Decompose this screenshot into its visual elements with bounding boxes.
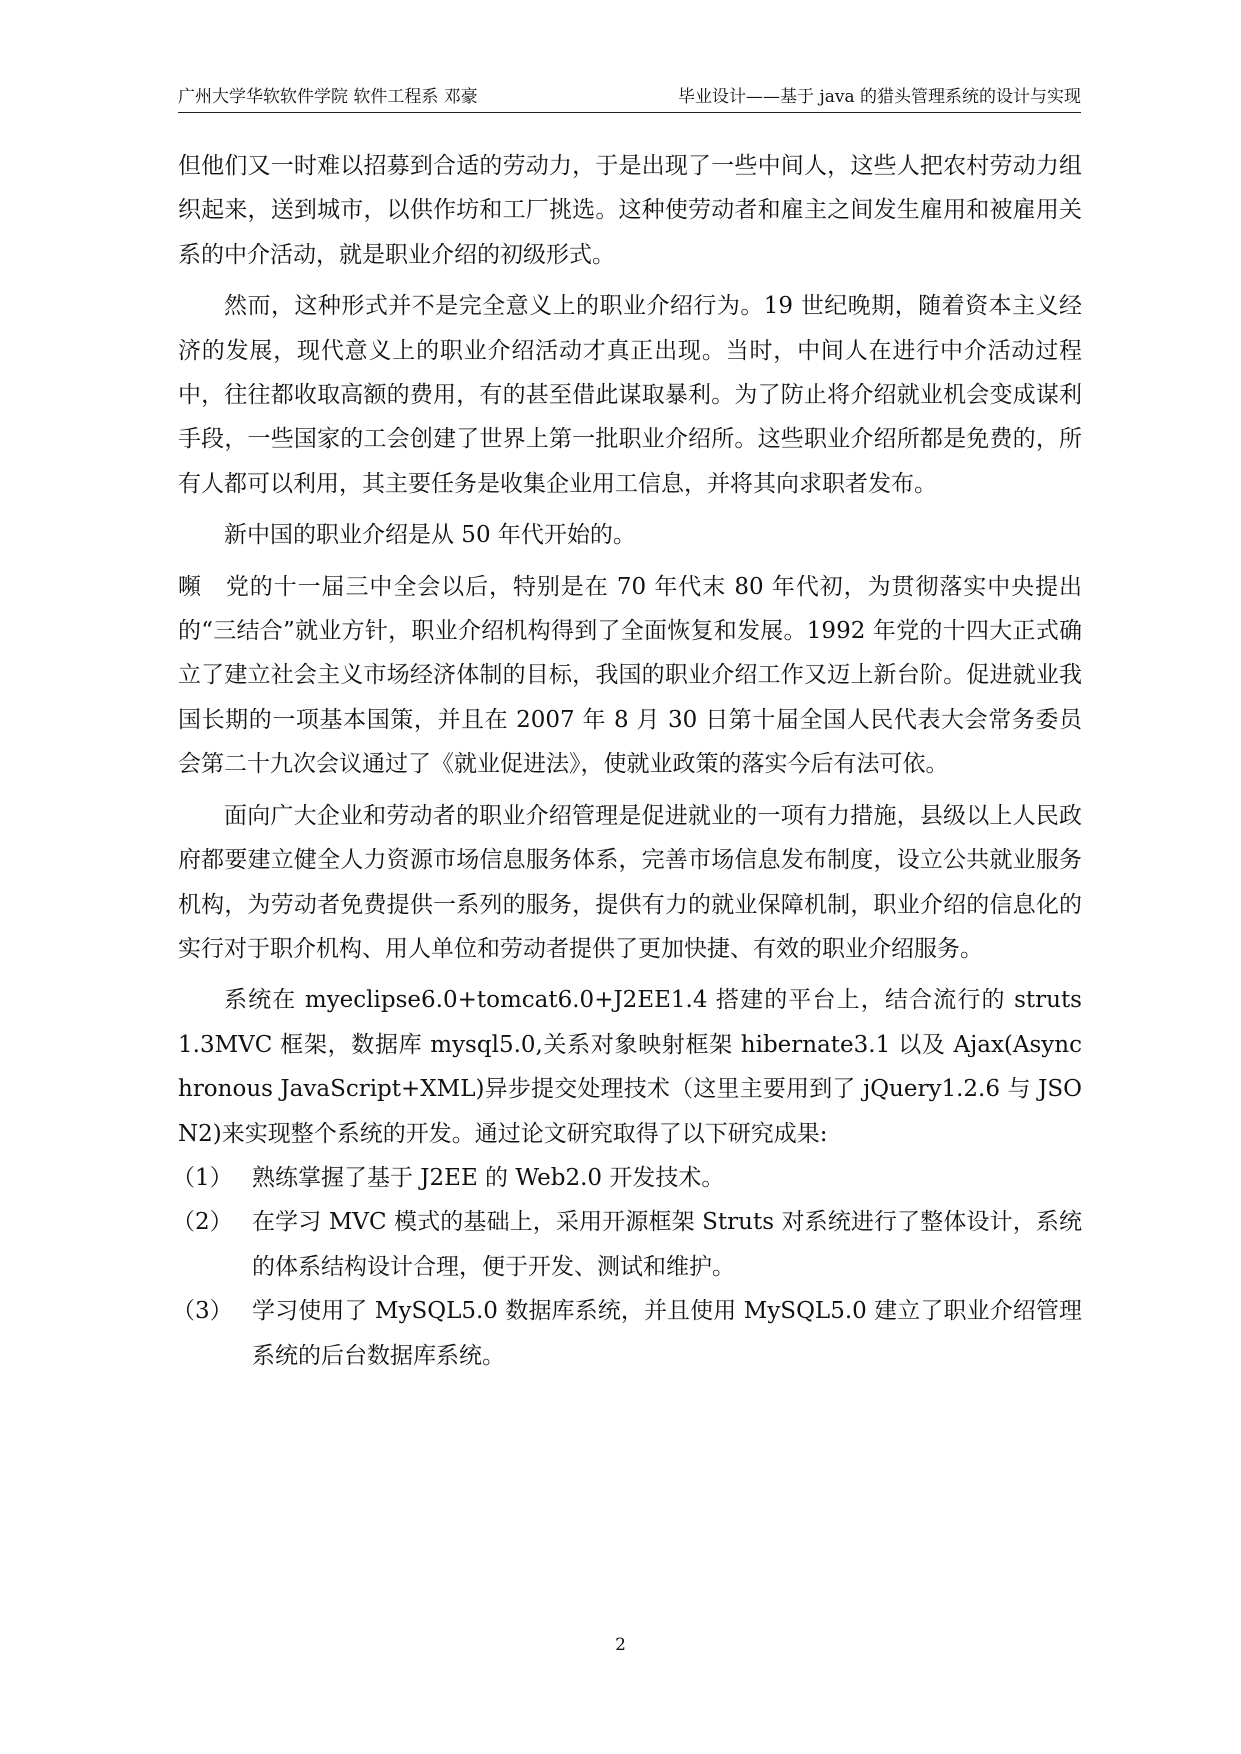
body-content xyxy=(172,144,1082,1378)
page-header xyxy=(178,86,1081,113)
paragraph-3: 新中国的职业介绍是从 50 年代开始的。 xyxy=(224,522,636,549)
list-item-3 xyxy=(172,1289,1082,1378)
header-left-text: 广州大学华软软件学院 软件工程系 邓豪 xyxy=(178,87,478,107)
list-item-1 xyxy=(172,1156,1082,1200)
list-marker-3: （3） xyxy=(172,1298,233,1325)
list-marker-1: （1） xyxy=(172,1164,233,1191)
list-text-1: 熟练掌握了基于 J2EE 的 Web2.0 开发技术。 xyxy=(252,1164,725,1191)
paragraph-1: 但他们又一时难以招募到合适的劳动力，于是出现了一些中间人，这些人把农村劳动力组织起来，送到城市，以供作坊和工厂挑选。这种使劳动者和雇主之间发生雇用和被雇用关系的中介活动，就是职业介绍的初级形式。 xyxy=(178,153,1082,268)
paragraph-6: 系统在 myeclipse6.0+tomcat6.0+J2EE1.4 搭建的平台上，结合流行的 struts1.3MVC 框架，数据库 mysql5.0,关系对象映射框架 hibernate3.1 以及 Ajax(Asynchronous JavaScript+XML)异步提交处理技术（这里主要用到了 jQuery1.2.6 与 JSON2)来实现整个系统的开发。通过论文研究取得了以下研究成果: xyxy=(178,987,1082,1147)
header-right-text: 毕业设计——基于 java 的猎头管理系统的设计与实现 xyxy=(678,87,1081,107)
paragraph-2: 然而，这种形式并不是完全意义上的职业介绍行为。19 世纪晚期，随着资本主义经济的发展，现代意义上的职业介绍活动才真正出现。当时，中间人在进行中介活动过程中，往往都收取高额的费用，有的甚至借此谋取暴利。为了防止将介绍就业机会变成谋利手段，一些国家的工会创建了世界上第一批职业介绍所。这些职业介绍所都是免费的，所有人都可以利用，其主要任务是收集企业用工信息，并将其向求职者发布。 xyxy=(178,293,1082,497)
list-item-2 xyxy=(172,1200,1082,1289)
paragraph-4: 嚬 党的十一届三中全会以后，特别是在 70 年代末 80 年代初，为贯彻落实中央提出的“三结合”就业方针，职业介绍机构得到了全面恢复和发展。1992 年党的十四大正式确立了建立社会主义市场经济体制的目标，我国的职业介绍工作又迈上新台阶。促进就业我国长期的一项基本国策，并且在 2007 年 8 月 30 日第十届全国人民代表大会常务委员会第二十九次会议通过了《就业促进法》，使就业政策的落实今后有法可依。 xyxy=(178,573,1082,778)
list-text-2: 在学习 MVC 模式的基础上，采用开源框架 Struts 对系统进行了整体设计，系统的体系结构设计合理，便于开发、测试和维护。 xyxy=(252,1209,1082,1280)
page-number: 2 xyxy=(615,1635,626,1655)
paragraph-5: 面向广大企业和劳动者的职业介绍管理是促进就业的一项有力措施，县级以上人民政府都要建立健全人力资源市场信息服务体系，完善市场信息发布制度，设立公共就业服务机构，为劳动者免费提供一系列的服务，提供有力的就业保障机制，职业介绍的信息化的实行对于职介机构、用人单位和劳动者提供了更加快捷、有效的职业介绍服务。 xyxy=(178,802,1082,962)
list-text-3: 学习使用了 MySQL5.0 数据库系统，并且使用 MySQL5.0 建立了职业介绍管理系统的后台数据库系统。 xyxy=(252,1298,1082,1369)
list-marker-2: （2） xyxy=(172,1209,233,1236)
